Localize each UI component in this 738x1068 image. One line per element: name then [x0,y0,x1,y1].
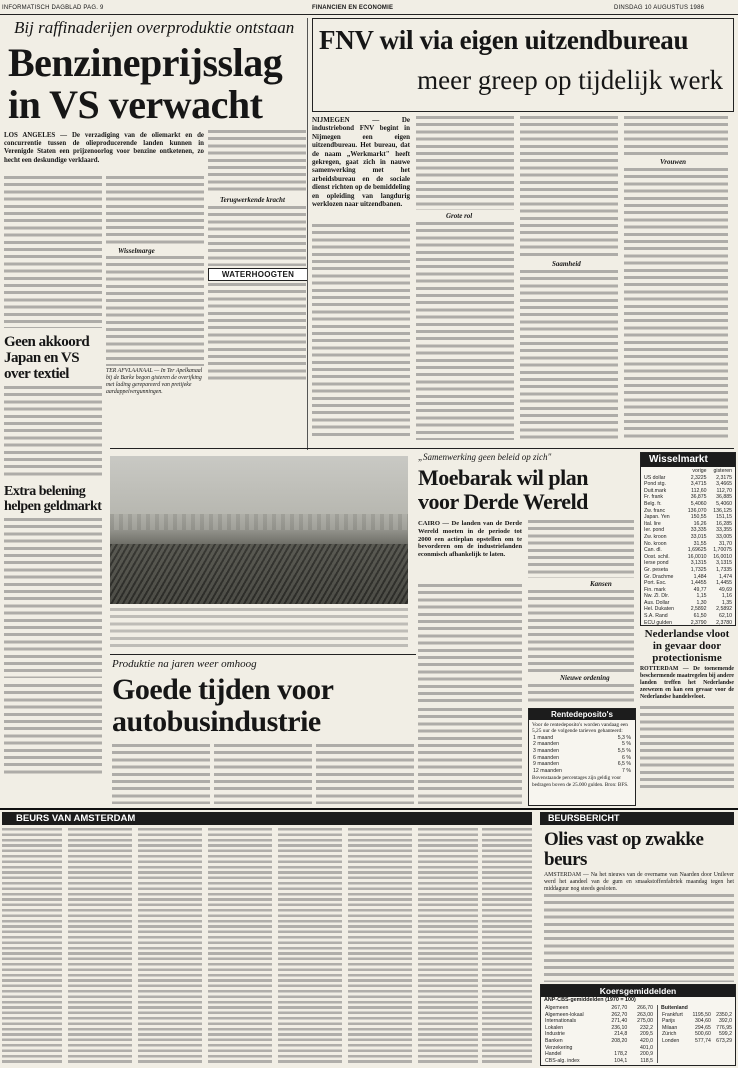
moebarak-column-2a [528,520,634,578]
koers-buitenland-row [661,1012,733,1019]
beursbericht-headline [544,830,734,870]
waterhoogten-box [208,268,308,281]
rentedeposito-cell: 5,3 % [617,734,631,741]
koers-buitenland-cell: Frankfurt [662,1011,683,1018]
beursbericht-headline-line-2: beurs [544,849,587,870]
wisselmarkt-cell: 31,70 [719,540,732,547]
rentedeposito-table [529,735,635,775]
wisselmarkt-cell: gisteren [713,468,732,474]
running-head [0,4,738,15]
koers-buitenland-cell: 776,95 [716,1024,732,1031]
running-head-center: FINANCIEN EN ECONOMIE [312,5,394,11]
benzine-column-2b [106,226,204,246]
wisselmarkt-cell: 2,3780 [716,619,732,626]
beursbericht-title: BEURSBERICHT [540,812,734,825]
wisselmarkt-cell: 16,0010 [713,553,732,560]
wisselmarkt-cell: 16,0010 [687,553,707,560]
fnv-column-4b [624,168,728,440]
wisselmarkt-cell: Japan. Yen [644,514,670,521]
beursbericht-lead: AMSTERDAM — Na het nieuws van de overname van Naarden door Unilever werd het aandeel van de gum en smaakstoffenfabriek maandag tegen het middaguur nog steeds gesloten. [544,872,734,892]
wisselmarkt-row [643,527,733,534]
wisselmarkt-cell: 1,30 [696,599,707,606]
rentedeposito-cell: 7 % [622,767,631,774]
running-head-right: DINSDAG 10 AUGUSTUS 1986 [614,5,705,11]
fnv-lead: NIJMEGEN — De industriebond FNV begint in Nijmegen een eigen uitzendbureau. Het bureau, dat de naam „Werkmarkt" heeft gekregen, gaat zich in nauwe samenwerking met het arbeidsbureau en de sociale dienst richten op de bemiddeling en opleiding van langdurig werklozen naar uitzendbanen. [312,116,410,209]
wisselmarkt-title: Wisselmarkt [641,453,735,467]
wisselmarkt-cell: Zw. franc [644,507,666,514]
wisselmarkt-row [643,554,733,561]
wisselmarkt-row [643,580,733,587]
koers-cell: Handel [545,1051,562,1058]
fnv-subhead-grote-rol: Grote rol [446,212,473,220]
rentedeposito-cell: 1 maand [533,734,554,741]
koers-cell: 214,8 [614,1031,628,1038]
koers-row [544,1051,654,1058]
koers-buitenland-cell: 304,60 [695,1018,711,1025]
wisselmarkt-cell: 16,285 [716,520,732,527]
wisselmarkt-cell: Pond stg. [644,481,666,488]
fnv-column-1 [312,224,410,440]
koers-cell: 263,00 [637,1011,653,1018]
fnv-column-3b [520,270,618,440]
benzine-kicker: Bij raffinaderijen overproduktie ontstaan [14,18,295,37]
wisselmarkt-cell: 36,885 [716,494,732,501]
wisselmarkt-cell: vorige [692,468,707,474]
koers-cell: CBS-alg. index [545,1057,580,1064]
wisselmarkt-cell: 2,3790 [690,619,707,626]
wisselmarkt-cell: Duit.mark [644,487,667,494]
wisselmarkt-box [640,452,736,626]
wisselmarkt-cell: 49,69 [719,586,732,593]
fnv-column-3a [520,116,618,258]
extra-belening-headline: Extra belening helpen geldmarkt [4,484,102,514]
fnv-headline-line-1: FNV wil via eigen uitzendbureau [319,25,689,55]
benzine-column-2a [106,176,204,224]
wisselmarkt-row [643,514,733,521]
benzine-subhead-terugwerkende: Terugwerkende kracht [220,196,285,204]
wisselmarkt-cell: Belg. fr. [644,500,662,507]
autobus-column-1 [112,744,210,804]
koersgemiddelden-left-table [544,1005,654,1064]
wisselmarkt-row [643,606,733,613]
rentedeposito-box [528,708,636,806]
wisselmarkt-cell: Gr. Drachme [644,573,674,580]
koers-cell: Industrie [545,1031,565,1038]
wisselmarkt-cell: 5,4060 [690,500,707,507]
wisselmarkt-row [643,547,733,554]
rentedeposito-row [532,768,632,775]
koers-buitenland-cell: Parijs [662,1018,675,1025]
autobus-kicker: Produktie na jaren weer omhoog [112,658,257,670]
wisselmarkt-cell: 1,15 [696,593,707,600]
beurs-title: BEURS VAN AMSTERDAM [2,812,532,825]
beurs-tables [2,828,532,1064]
koers-buitenland-cell: 673,29 [716,1037,732,1044]
moebarak-subhead-nieuwe-ordening: Nieuwe ordening [560,674,610,682]
wisselmarkt-cell: 33,335 [690,527,707,534]
wisselmarkt-cell: Can. dl. [644,547,662,554]
wisselmarkt-cell: 1,7335 [716,566,732,573]
wisselmarkt-row [643,620,733,627]
koers-cell: 236,10 [611,1024,628,1031]
extra-belening-text [4,518,102,678]
vloot-text [640,706,734,792]
wisselmarkt-cell: Ital. lire [644,520,661,527]
koers-buitenland-row [661,1018,733,1025]
wisselmarkt-cell: Zw. kroon [644,533,667,540]
wisselmarkt-table [641,467,735,627]
koers-row [544,1018,654,1025]
koers-buitenland-cell: Zürich [662,1031,677,1038]
wisselmarkt-cell: Hel. Dukaten [644,606,674,613]
fnv-column-4a [624,116,728,156]
koersgemiddelden-right-title: Buitenland [661,1005,688,1011]
koers-cell: 208,20 [611,1037,628,1044]
benzine-headline-line-1: Benzineprijsslag [8,40,283,85]
benzine-column-2c [106,256,204,366]
running-head-left: INFORMATISCH DAGBLAD PAG. 9 [2,5,104,11]
beursbericht-headline-line-1: Olies vast op zwakke [544,829,704,850]
koers-cell: 209,5 [640,1031,653,1038]
wisselmarkt-row [643,600,733,607]
wisselmarkt-cell: 2,5892 [690,606,707,613]
waterhoogten-text [208,283,306,383]
fnv-headline-line-2: meer greep op tijdelijk werk [417,65,723,95]
wisselmarkt-row [643,468,733,475]
wisselmarkt-row [643,494,733,501]
rentedeposito-title: Rentedeposito's [529,709,635,720]
koers-row [544,1025,654,1032]
fnv-column-2b [416,222,514,440]
japan-headline: Geen akkoord Japan en VS over textiel [4,334,90,382]
moebarak-column-2b [528,590,634,672]
wisselmarkt-cell: 2,3225 [690,474,707,481]
wisselmarkt-cell: ECU gulden [644,619,672,626]
photo-caption [110,608,408,648]
koers-cell: 262,70 [611,1011,628,1018]
rentedeposito-cell: 12 maanden [533,767,562,774]
wisselmarkt-cell: 31,55 [693,540,707,547]
wisselmarkt-cell: Fin. mark [644,586,666,593]
fnv-headline-box [312,18,734,112]
koers-cell: 200,9 [640,1051,653,1058]
wisselmarkt-cell: 1,474 [719,573,732,580]
koers-buitenland-row [661,1025,733,1032]
wisselmarkt-cell: 3,1315 [716,560,732,567]
koers-cell: 118,5 [640,1057,653,1064]
autobus-headline-line-2: autobusindustrie [112,705,321,738]
moebarak-kicker: „Samenwerking geen beleid op zich" [418,452,552,462]
benzine-column-1 [4,176,102,328]
koers-buitenland-cell: 392,0 [719,1018,732,1025]
wisselmarkt-cell: 36,875 [690,494,707,501]
autobus-headline [112,674,412,738]
wisselmarkt-cell: 3,4715 [690,481,707,488]
koers-row [544,1005,654,1012]
koers-cell: 232,2 [640,1024,653,1031]
autobus-column-2 [214,744,312,804]
vloot-lead: ROTTERDAM — De toenemende beschermende maatregelen bij andere landen treffen het Nederlandse zeewezen en kan een gevaar voor de Nederlandse handelsvloot. [640,666,734,700]
koers-buitenland-cell: 599,2 [719,1031,732,1038]
wisselmarkt-cell: 3,1315 [690,560,707,567]
wisselmarkt-cell: 1,484 [693,573,707,580]
koersgemiddelden-subtitle: ANP-CBS-gemiddelden (1970 = 100) [544,997,636,1003]
moebarak-subhead-kansen: Kansen [590,580,612,588]
wisselmarkt-cell: 1,69625 [687,547,707,554]
koers-cell: 178,2 [614,1051,628,1058]
koers-cell: Internationals [545,1018,577,1025]
rentedeposito-cell: 6 % [622,754,631,761]
wisselmarkt-cell: Ier. pond [644,527,665,534]
koers-cell [603,1045,629,1052]
koers-buitenland-cell: 577,74 [695,1037,711,1044]
koers-row [544,1045,654,1052]
koers-cell: 267,70 [611,1005,628,1011]
rentedeposito-cell: 3 maanden [533,748,559,754]
fnv-column-2a [416,116,514,210]
benzine-headline [8,42,308,126]
moebarak-headline-line-2: voor Derde Wereld [418,489,588,514]
rentedeposito-cell: 5,5 % [617,748,631,754]
koers-cell: 401,0 [640,1044,653,1051]
fnv-subhead-vrouwen: Vrouwen [660,158,687,166]
rentedeposito-row [532,755,632,762]
rentedeposito-footer: Bovenstaande percentages zijn geldig voor bedragen boven de 25.000 gulden. Bron: BFS. [532,775,629,788]
wisselmarkt-cell: Port. Esc. [644,580,667,587]
koers-buitenland-cell: 2350,2 [716,1011,732,1018]
wisselmarkt-row [643,560,733,567]
wisselmarkt-cell: 61,50 [693,613,707,620]
wisselmarkt-cell: 49,77 [693,586,707,593]
koers-row [544,1031,654,1038]
wisselmarkt-cell: No. kroon [644,540,667,547]
wisselmarkt-cell: S.A. Rand [644,613,668,620]
wisselmarkt-cell: 112,60 [691,487,707,494]
koers-cell: 420,0 [640,1037,653,1044]
wisselmarkt-cell: 16,26 [693,520,707,527]
koers-buitenland-row [661,1031,733,1038]
wisselmarkt-cell: 1,16 [721,593,732,600]
koers-cell: Verzekering [545,1044,573,1051]
vloot-headline: Nederlandse vloot in gevaar door protectionisme [644,628,730,664]
beursbericht-text [544,894,734,982]
moebarak-headline [418,466,640,514]
koers-cell: Lokalen [545,1024,564,1031]
rentedeposito-row [532,748,632,755]
koers-buitenland-cell: 1195,50 [692,1011,711,1018]
autobus-headline-line-1: Goede tijden voor [112,673,334,706]
koers-buitenland-cell: Londen [662,1037,680,1044]
rentedeposito-cell: 6 maanden [533,754,559,761]
wisselmarkt-cell: 5,4060 [716,500,732,507]
autobus-column-3 [316,744,414,804]
rentedeposito-cell: 6,5 % [617,761,631,768]
wisselmarkt-row [643,613,733,620]
wisselmarkt-row [643,574,733,581]
koers-cell: Algemeen-lokaal [545,1011,584,1018]
koers-cell: 275,00 [637,1018,653,1025]
wisselmarkt-cell: Oost. schil. [644,553,670,560]
wisselmarkt-cell: 1,4455 [716,580,732,587]
wisselmarkt-cell: 1,70075 [713,547,732,554]
koers-cell: 104,1 [614,1057,628,1064]
wisselmarkt-cell: 151,15 [716,514,732,521]
wisselmarkt-cell: 2,5892 [716,606,732,613]
wisselmarkt-cell: 2,3175 [716,474,732,481]
benzine-column-3a [208,130,306,194]
wisselmarkt-cell: US dollar [644,474,666,481]
koers-buitenland-cell: 500,60 [695,1031,711,1038]
wisselmarkt-cell: 1,35 [721,599,732,606]
wisselmarkt-cell: 33,355 [716,527,732,534]
wisselmarkt-row [643,593,733,600]
wisselmarkt-row [643,541,733,548]
rentedeposito-cell: 9 maanden [533,761,559,768]
wisselmarkt-row [643,508,733,515]
news-photo [110,456,408,604]
wisselmarkt-cell: 150,55 [690,514,707,521]
koers-row [544,1038,654,1045]
wisselmarkt-cell: Fr. frank [644,494,664,501]
wisselmarkt-cell: 1,7325 [690,566,707,573]
koers-cell: 271,40 [611,1018,628,1025]
wisselmarkt-cell: 3,4665 [716,481,732,488]
rentedeposito-cell: 5 % [622,741,631,748]
wisselmarkt-cell [643,468,682,475]
wisselmarkt-row [643,521,733,528]
wisselmarkt-row [643,475,733,482]
wisselmarkt-cell: 136,125 [713,507,732,514]
koers-cell: Banken [545,1037,563,1044]
wisselmarkt-cell: Ierse pond [644,560,669,567]
benzine-column-3b [208,206,306,266]
tafelaanaal-caption: TER AFVLAANAAL — In Ter Apelkanaal bij de Barke begon gisteren de overijking met lading gerepareerd van pretijeke aardappelvergunningen. [106,368,203,395]
benzine-lead: LOS ANGELES — De verzadiging van de oliemarkt en de concurrentie tussen de olieproducerende landen kunnen in Verenigde Staten een prijzenoorlog voor benzine ontketenen, zo hecht een deskundige verklaard. [4,132,204,164]
waterhoogten-title: WATERHOOGTEN [221,270,295,279]
rentedeposito-cell: 2 maanden [533,741,559,748]
rentedeposito-row [532,735,632,742]
koers-cell: Algemeen [545,1005,569,1011]
rentedeposito-row [532,761,632,768]
wisselmarkt-row [643,534,733,541]
wisselmarkt-row [643,501,733,508]
wisselmarkt-cell: 33,005 [716,533,732,540]
benzine-subhead-wisselmarge: Wisselmarge [118,247,155,255]
koers-buitenland-cell: 294,65 [695,1024,711,1031]
wisselmarkt-cell: Aus. Dollar [644,599,670,606]
moebarak-headline-line-1: Moebarak wil plan [418,465,588,490]
moebarak-column-2c [528,684,634,704]
koers-row [544,1012,654,1019]
wisselmarkt-cell: 136,070 [687,507,707,514]
wisselmarkt-cell: 33,015 [690,533,707,540]
koers-cell: 266,70 [637,1005,653,1011]
moebarak-column-1 [418,584,522,704]
koers-buitenland-cell: Milaan [662,1024,678,1031]
koers-buitenland-row [661,1038,733,1045]
wisselmarkt-cell: Gr. peseta [644,566,668,573]
koersgemiddelden-title: Koersgemiddelden [541,985,735,997]
left-column-bottom [4,684,102,774]
wisselmarkt-cell: 112,70 [716,487,732,494]
fnv-subhead-saamheid: Saamheid [552,260,581,268]
wisselmarkt-row [643,587,733,594]
koersgemiddelden-right-table [661,1005,733,1045]
wisselmarkt-row [643,567,733,574]
benzine-headline-line-2: in VS verwacht [8,82,263,127]
moebarak-lead: CAIRO — De landen van de Derde Wereld moeten in de periode tot 2000 een actieplan opstellen om te bevorderen om de industrielanden econmisch afhankelijk te laten. [418,520,522,559]
koersgemiddelden-box [540,984,736,1066]
autobus-column-4 [418,708,522,804]
wisselmarkt-cell: 62,10 [719,613,732,620]
koers-row [544,1058,654,1065]
wisselmarkt-cell: Nw. Zl. Dlr. [644,593,670,600]
wisselmarkt-row [643,488,733,495]
rentedeposito-intro: Voor de rentedeposito's worden vandaag een 5,25 uur de volgende tarieven gehanteerd: [532,722,628,735]
rentedeposito-row [532,741,632,748]
japan-text [4,386,102,478]
wisselmarkt-cell: 1,4455 [690,580,707,587]
wisselmarkt-row [643,481,733,488]
